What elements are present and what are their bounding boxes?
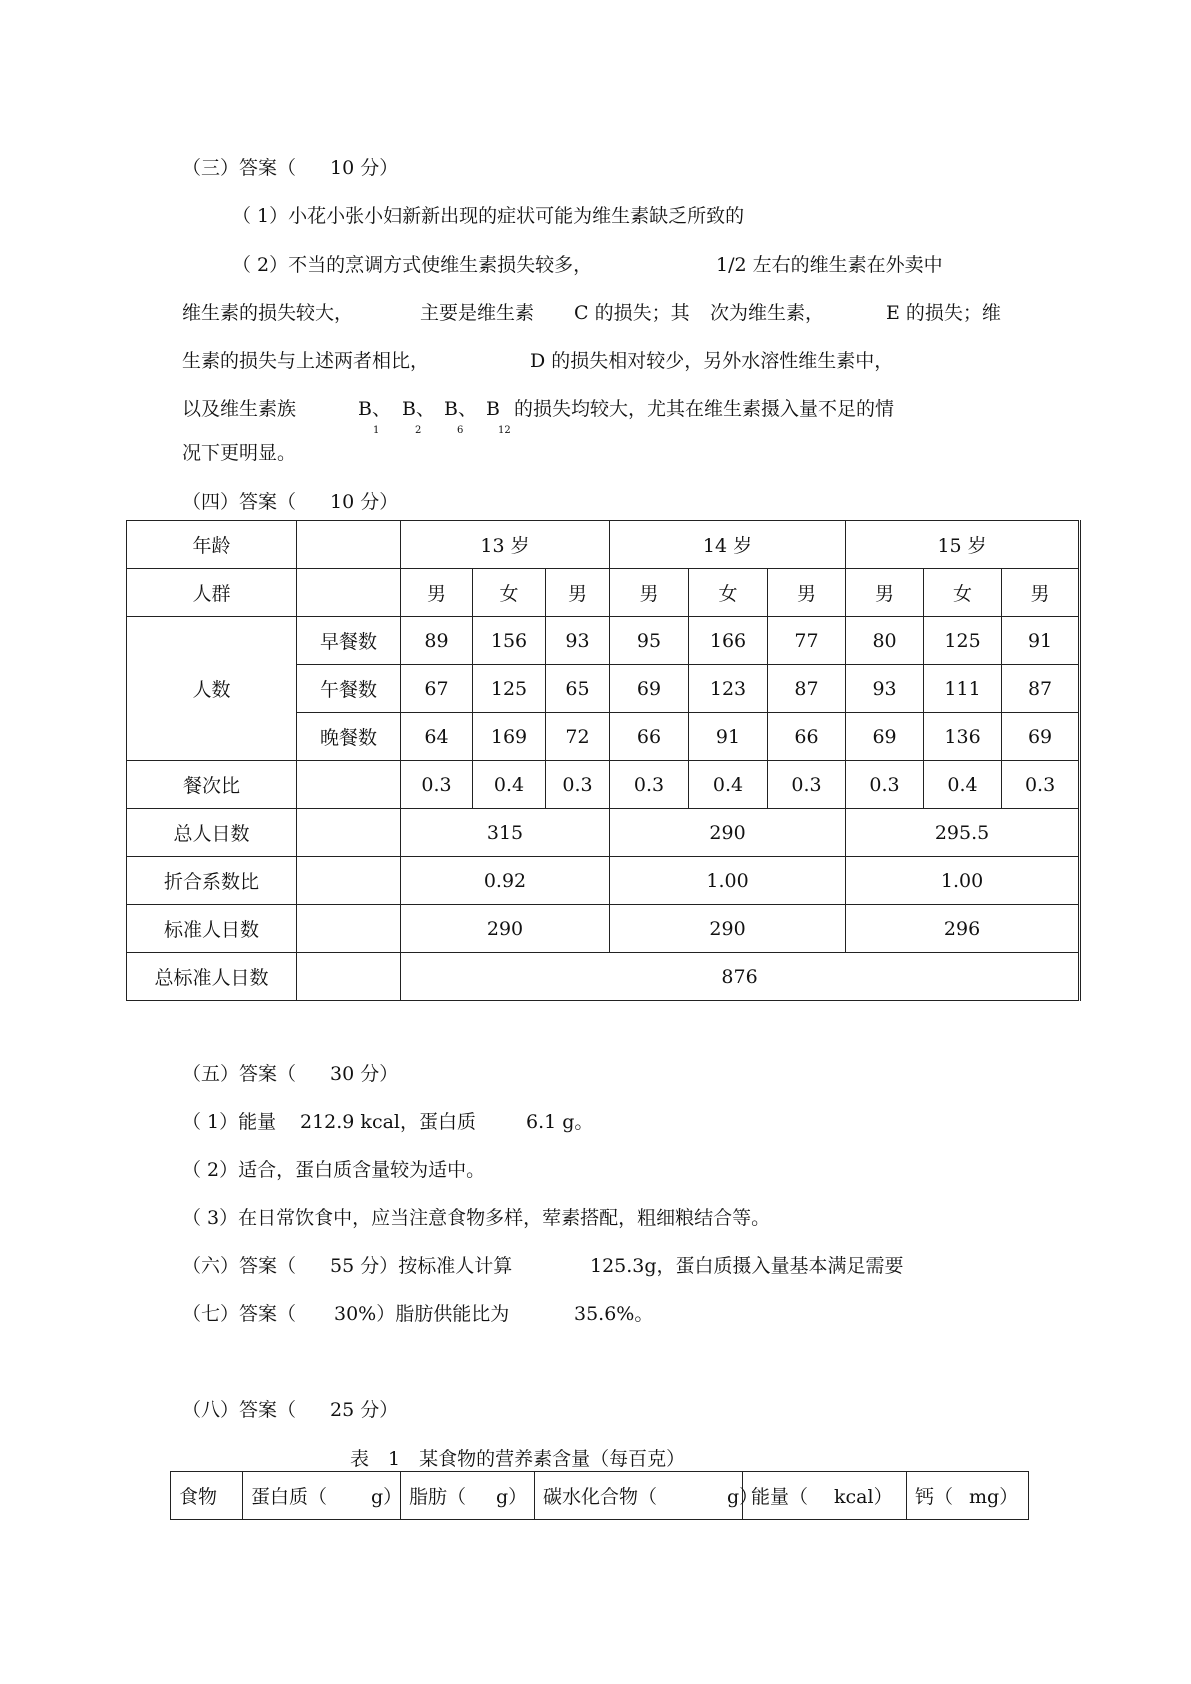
text-segment: 55 分）按标准人计算 xyxy=(330,1255,513,1277)
table-cell: 男 xyxy=(1002,569,1080,617)
caption-text: 表 1 某食物的营养素含量（每百克） xyxy=(350,1448,686,1470)
table-cell: 0.92 xyxy=(401,857,610,905)
table-cell: 69 xyxy=(1002,713,1080,761)
text-segment: 6.1 g。 xyxy=(526,1111,594,1133)
table-cell xyxy=(297,857,401,905)
table-cell: 14 岁 xyxy=(610,521,846,569)
header-unit: g） xyxy=(727,1486,759,1508)
text-segment: 的损失均较大，尤其在维生素摄入量不足的情 xyxy=(514,398,895,420)
text-segment: E 的损失；维 xyxy=(886,302,1001,324)
vitamin-b2: B、 xyxy=(402,398,435,420)
table-cell: 69 xyxy=(846,713,924,761)
table-cell: 午餐数 xyxy=(297,665,401,713)
table-cell: 72 xyxy=(546,713,610,761)
table-row xyxy=(127,953,1080,1001)
table-cell: 125 xyxy=(924,617,1002,665)
heading-label: （七）答案（ xyxy=(182,1303,297,1325)
header-cell xyxy=(243,1472,401,1520)
subscript: 2 xyxy=(415,425,422,436)
table-cell xyxy=(297,905,401,953)
text-segment: （ 2）适合，蛋白质含量较为适中。 xyxy=(182,1159,486,1181)
table-cell: 总标准人日数 xyxy=(127,953,297,1001)
table-cell: 年龄 xyxy=(127,521,297,569)
table-header-row xyxy=(171,1472,1029,1520)
heading-label: （四）答案（ xyxy=(182,491,297,513)
table-cell: 0.4 xyxy=(924,761,1002,809)
header-label: 钙（ xyxy=(915,1486,954,1508)
table-cell xyxy=(297,809,401,857)
table-row xyxy=(127,617,1080,665)
header-cell xyxy=(401,1472,535,1520)
table-cell: 93 xyxy=(846,665,924,713)
table-cell: 66 xyxy=(768,713,846,761)
text-segment: （ 3）在日常饮食中，应当注意食物多样，荤素搭配，粗细粮结合等。 xyxy=(182,1207,771,1229)
header-cell xyxy=(743,1472,907,1520)
table-cell: 91 xyxy=(1002,617,1080,665)
table-cell: 169 xyxy=(473,713,546,761)
subscript: 1 xyxy=(373,425,380,436)
table-cell: 290 xyxy=(610,905,846,953)
table-cell: 67 xyxy=(401,665,473,713)
table-cell: 125 xyxy=(473,665,546,713)
table-row xyxy=(127,569,1080,617)
nutrient-content-table xyxy=(170,1471,1029,1520)
header-cell xyxy=(535,1472,759,1520)
heading-score: 30 分） xyxy=(330,1063,399,1085)
table-cell xyxy=(297,569,401,617)
text-segment: D 的损失相对较少，另外水溶性维生素中， xyxy=(530,350,894,372)
table-cell xyxy=(297,521,401,569)
header-unit: kcal） xyxy=(834,1486,893,1508)
heading-score: 10 分） xyxy=(330,157,399,179)
table-cell: 876 xyxy=(401,953,1080,1001)
table-cell: 人群 xyxy=(127,569,297,617)
heading-score: 25 分） xyxy=(330,1399,399,1421)
standard-person-day-table xyxy=(126,520,1081,1001)
table-cell: 餐次比 xyxy=(127,761,297,809)
table-cell: 早餐数 xyxy=(297,617,401,665)
table-cell: 男 xyxy=(610,569,689,617)
heading-score: 10 分） xyxy=(330,491,399,513)
text-segment: （ 1）小花小张小妇新新出现的症状可能为维生素缺乏所致的 xyxy=(232,205,745,227)
table-cell: 0.4 xyxy=(473,761,546,809)
table-cell: 男 xyxy=(546,569,610,617)
text-segment: C 的损失；其 xyxy=(574,302,690,324)
table-cell: 13 岁 xyxy=(401,521,610,569)
header-unit: g） xyxy=(496,1486,528,1508)
table-cell xyxy=(297,953,401,1001)
text-segment: 125.3g，蛋白质摄入量基本满足需要 xyxy=(590,1255,904,1277)
heading-label: （六）答案（ xyxy=(182,1255,297,1277)
table-cell: 总人日数 xyxy=(127,809,297,857)
table-cell: 晚餐数 xyxy=(297,713,401,761)
table-cell: 0.3 xyxy=(846,761,924,809)
table-cell: 男 xyxy=(768,569,846,617)
table-cell: 65 xyxy=(546,665,610,713)
subscript: 6 xyxy=(457,425,464,436)
table-cell: 64 xyxy=(401,713,473,761)
table-cell: 111 xyxy=(924,665,1002,713)
table-cell: 0.3 xyxy=(546,761,610,809)
table-cell: 15 岁 xyxy=(846,521,1080,569)
table-cell: 91 xyxy=(689,713,768,761)
heading-label: （八）答案（ xyxy=(182,1399,297,1421)
table-cell: 0.3 xyxy=(1002,761,1080,809)
header-label: 食物 xyxy=(179,1486,218,1508)
table-cell: 136 xyxy=(924,713,1002,761)
header-unit: g） xyxy=(371,1486,403,1508)
table-cell: 0.3 xyxy=(768,761,846,809)
table-cell: 77 xyxy=(768,617,846,665)
text-segment: 主要是维生素 xyxy=(420,302,535,324)
table-row xyxy=(127,521,1080,569)
table-row xyxy=(127,857,1080,905)
table-cell: 1.00 xyxy=(610,857,846,905)
table-cell: 折合系数比 xyxy=(127,857,297,905)
table-cell: 0.4 xyxy=(689,761,768,809)
header-unit: mg） xyxy=(969,1486,1019,1508)
table-cell: 156 xyxy=(473,617,546,665)
header-label: 能量（ xyxy=(751,1486,809,1508)
heading-label: （五）答案（ xyxy=(182,1063,297,1085)
table-cell: 296 xyxy=(846,905,1080,953)
table-cell: 87 xyxy=(1002,665,1080,713)
text-segment: （ 2）不当的烹调方式使维生素损失较多， xyxy=(232,254,593,276)
table-cell: 166 xyxy=(689,617,768,665)
table-row xyxy=(127,761,1080,809)
header-label: 蛋白质（ xyxy=(251,1486,328,1508)
subscript: 12 xyxy=(498,425,511,436)
table-cell: 0.3 xyxy=(610,761,689,809)
header-label: 脂肪（ xyxy=(409,1486,467,1508)
text-segment: 1/2 左右的维生素在外卖中 xyxy=(716,254,943,276)
table-cell xyxy=(297,761,401,809)
text-segment: 以及维生素族 xyxy=(182,398,297,420)
table-cell: 男 xyxy=(846,569,924,617)
heading-label: （三）答案（ xyxy=(182,157,297,179)
table-cell: 295.5 xyxy=(846,809,1080,857)
text-segment: （ 1）能量 xyxy=(182,1111,277,1133)
text-segment: 212.9 kcal，蛋白质 xyxy=(300,1111,476,1133)
table-cell: 66 xyxy=(610,713,689,761)
table-cell: 69 xyxy=(610,665,689,713)
vitamin-b6: B、 xyxy=(444,398,477,420)
table-cell: 1.00 xyxy=(846,857,1080,905)
table-row xyxy=(127,809,1080,857)
table-cell: 0.3 xyxy=(401,761,473,809)
table-cell: 93 xyxy=(546,617,610,665)
table-cell: 80 xyxy=(846,617,924,665)
text-segment: 维生素的损失较大， xyxy=(182,302,354,324)
text-segment: 况下更明显。 xyxy=(182,442,297,464)
header-label: 碳水化合物（ xyxy=(543,1486,658,1508)
table-cell: 87 xyxy=(768,665,846,713)
header-cell xyxy=(171,1472,243,1520)
table-cell: 290 xyxy=(401,905,610,953)
text-segment: 生素的损失与上述两者相比， xyxy=(182,350,430,372)
table-cell: 315 xyxy=(401,809,610,857)
text-segment: 次为维生素， xyxy=(710,302,825,324)
table-cell: 89 xyxy=(401,617,473,665)
table-cell: 男 xyxy=(401,569,473,617)
text-segment: 35.6%。 xyxy=(574,1303,654,1325)
table-cell: 标准人日数 xyxy=(127,905,297,953)
vitamin-b12: B xyxy=(486,398,500,420)
header-cell xyxy=(907,1472,1029,1520)
table-cell: 95 xyxy=(610,617,689,665)
table-cell: 女 xyxy=(473,569,546,617)
table-cell: 123 xyxy=(689,665,768,713)
vitamin-b1: B、 xyxy=(358,398,391,420)
text-segment: 30%）脂肪供能比为 xyxy=(334,1303,510,1325)
table-cell: 女 xyxy=(689,569,768,617)
table-cell: 人数 xyxy=(127,617,297,761)
table-cell: 290 xyxy=(610,809,846,857)
table-row xyxy=(127,905,1080,953)
table-cell: 女 xyxy=(924,569,1002,617)
